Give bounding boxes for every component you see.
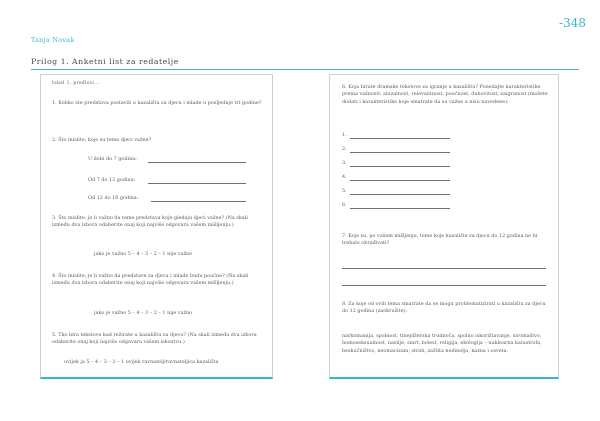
page-title: Prilog 1. Anketni list za redatelje bbox=[31, 57, 179, 66]
answer-line-5[interactable] bbox=[350, 194, 450, 195]
age-label-2: Od 7 do 12 godina: bbox=[88, 177, 136, 183]
author-name: Tanja Novak bbox=[31, 36, 75, 44]
question-4: 4. Što mislite, je li važno da predstave za djecu i mlade budu poučne? (Na skali između dva izbora odaberite onaj koji najviše odgovara vašem mišljenju.) bbox=[52, 273, 249, 287]
answer-line-3[interactable] bbox=[350, 166, 450, 167]
answer-line-q7-2[interactable] bbox=[342, 285, 546, 286]
answer-line-1[interactable] bbox=[350, 138, 450, 139]
rating-scale-q5[interactable]: uvijek ja 5 – 4 – 3 – 2 – 1 uvijek ravnatelj/ravnateljica kazališta bbox=[64, 359, 219, 365]
answer-line-q7-1[interactable] bbox=[342, 268, 546, 269]
age-label-1: U dobi do 7 godina: bbox=[88, 156, 137, 162]
topics-list[interactable]: narkomanija, spolnost, tinejdžerska trudnoća, spolno iskorištavanje, siromaštvo, homoseksualnost, nasilje, smrt, bolest, religija, ekologija – nuklearna katastrofa, beskućništvo, neomacizam, strah, zaštita nedinelja, kazna i osveta. bbox=[342, 333, 542, 354]
list-item-number: 4. bbox=[342, 174, 347, 180]
list-item-number: 5. bbox=[342, 188, 347, 194]
answer-line-2[interactable] bbox=[350, 152, 450, 153]
rating-scale-q3[interactable]: jako je važno 5 – 4 – 3 – 2 – 1 nije važno bbox=[94, 251, 193, 257]
age-label-3: Od 12 do 16 godina: bbox=[88, 195, 139, 201]
page-number: -348 bbox=[559, 16, 586, 30]
question-6: 6. Koja birate dramske tekstove za igranje u kazalištu? Ponedajte karakteristike prema važnosti: aluzalnost, relevantnost, poučnost, duhovitost, zaigranost (možete dodati i karakteristike koje smatrate da su važne a nisu navedene): bbox=[342, 84, 548, 105]
list-item-number: 1. bbox=[342, 132, 347, 138]
title-rule bbox=[31, 69, 579, 70]
question-3: 3. Što mislite, je li važno da teme predstava koje gledaju djeci važne? (Na skali između dva izbora odaberite onaj koji najviše odgovara vašem mišljenju.) bbox=[52, 215, 248, 229]
rating-scale-q4[interactable]: jako je važno 5 – 4 – 3 – 2 – 1 nije važno bbox=[94, 310, 193, 316]
list-item-number: 3. bbox=[342, 160, 347, 166]
answer-line-age-2[interactable] bbox=[148, 183, 246, 184]
question-5: 5. Tko bira tekstove kad režirate u kazalištu za djecu? (Na skali između dva izbora odaberite onaj koji najviše odgovara vašem iskustvu.) bbox=[52, 332, 257, 346]
list-item-number: 2. bbox=[342, 146, 347, 152]
answer-line-4[interactable] bbox=[350, 180, 450, 181]
questionnaire-page-right bbox=[329, 74, 559, 379]
answer-line-age-1[interactable] bbox=[148, 162, 246, 163]
answer-line-age-3[interactable] bbox=[151, 201, 246, 202]
question-7: 7. Koje su, po vašem mišljenju, teme koje kazalište za djecu do 12 godina ne bi trebalo obrađivati? bbox=[342, 233, 538, 247]
list-item-number: 6. bbox=[342, 202, 347, 208]
question-2: 2. Što mislite, koje su teme djeci važne? bbox=[52, 137, 152, 143]
section-label: tabel 1. pređlozi... bbox=[52, 81, 100, 86]
answer-line-6[interactable] bbox=[350, 208, 450, 209]
questionnaire-page-left bbox=[40, 74, 273, 379]
question-1: 1. Koliko ste predstava postavili u kazalištu za djecu i mlade u posljednje tri godine? bbox=[52, 100, 262, 106]
question-8: 8. Za koje od ovih tema smatrate da se mogu problematizirati u kazalištu za djecu do 12 godina (zaokružite): bbox=[342, 301, 546, 315]
